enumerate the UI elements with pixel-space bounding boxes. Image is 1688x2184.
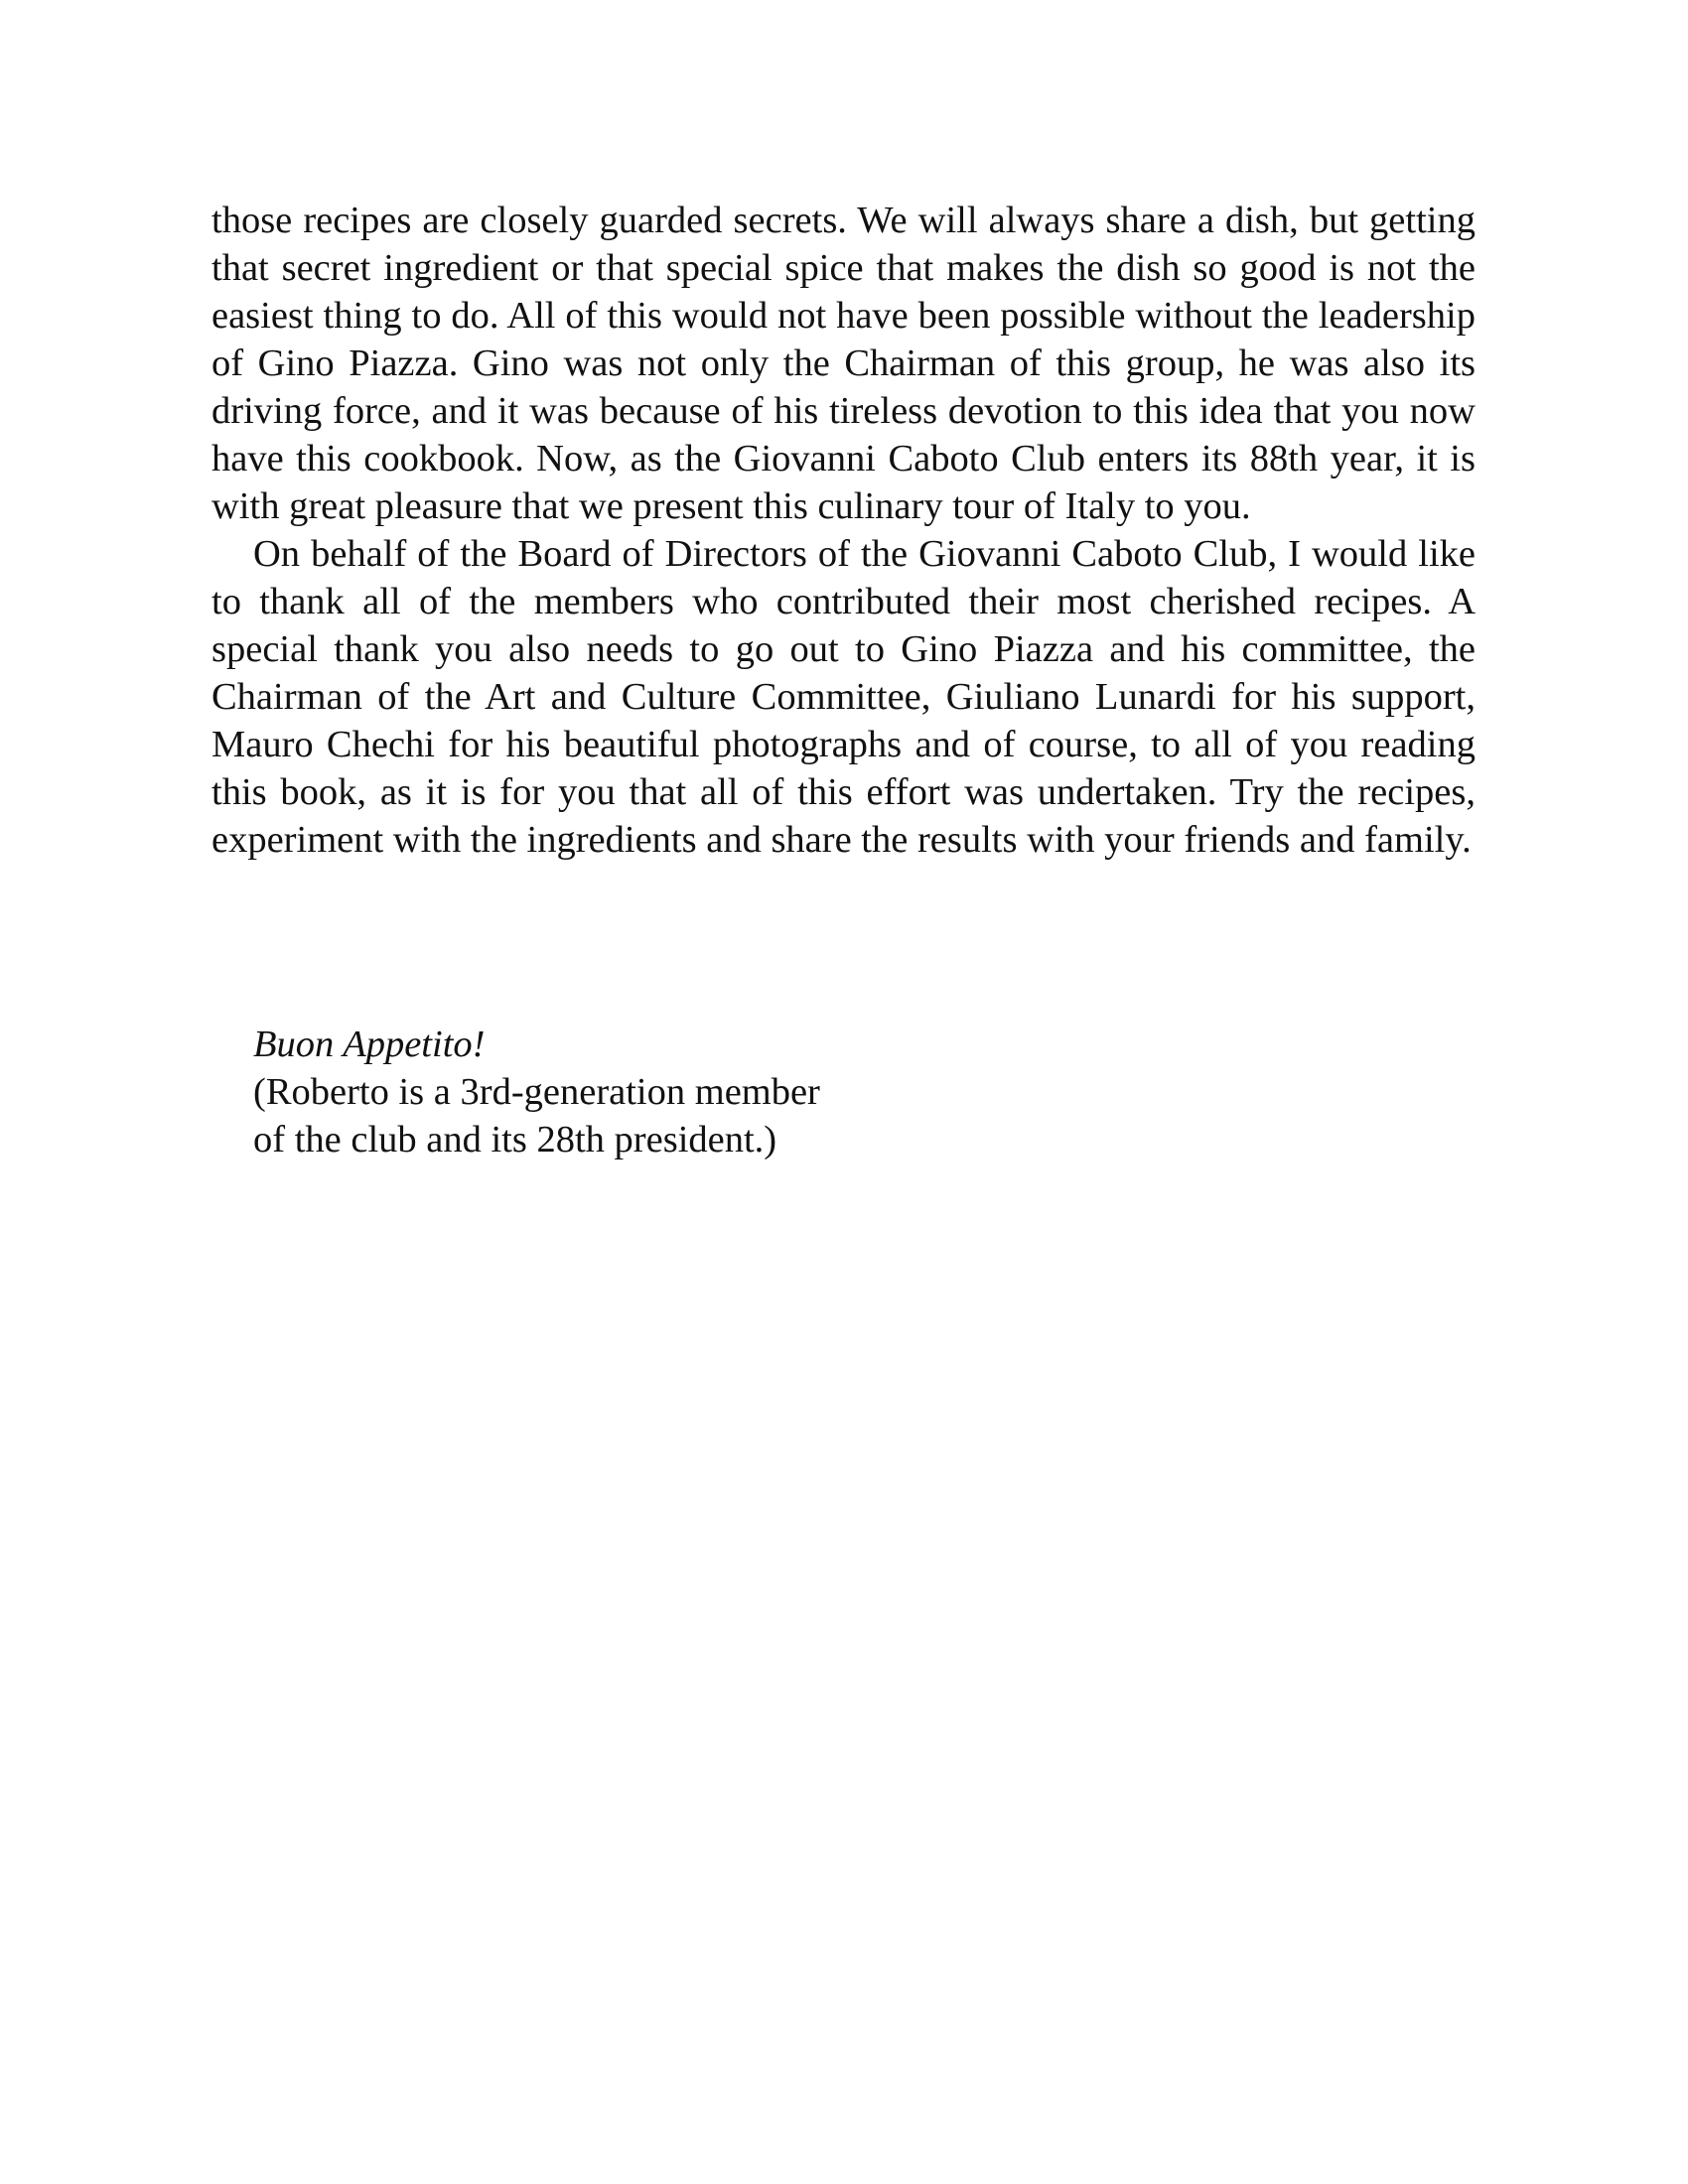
sign-off: Buon Appetito! — [253, 1024, 486, 1065]
body-paragraph-2: On behalf of the Board of Directors of the Giovanni Caboto Club, I would like to thank all of the members who contributed their most cherished recipes. A special thank you also needs to go out to Gino Piazza and his committee, the Chairman of the Art and Culture Committee, Giuliano Lunardi for his support, Mauro Chechi for his beautiful photographs and of course, to all of you reading this book, as it is for you that all of this effort was undertaken. Try the recipes, experiment with the ingredients and share the results with your friends and family. — [211, 533, 1476, 861]
body-paragraph-1: those recipes are closely guarded secrets. We will always share a dish, but getting that secret ingredient or that special spice that makes the dish so good is not the easiest thing to do. All of this would not have been possible without the leadership of Gino Piazza. Gino was not only the Chairman of this group, he was also its driving force, and it was because of his tireless devotion to this idea that you now have this cookbook. Now, as the Giovanni Caboto Club enters its 88th year, it is with great pleasure that we present this culinary tour of Italy to you. — [211, 200, 1476, 527]
author-note-line-2: of the club and its 28th president.) — [253, 1119, 777, 1160]
author-note-line-1: (Roberto is a 3rd-generation member — [253, 1071, 820, 1113]
closing-block — [253, 1021, 820, 1163]
document-page — [211, 197, 1476, 864]
